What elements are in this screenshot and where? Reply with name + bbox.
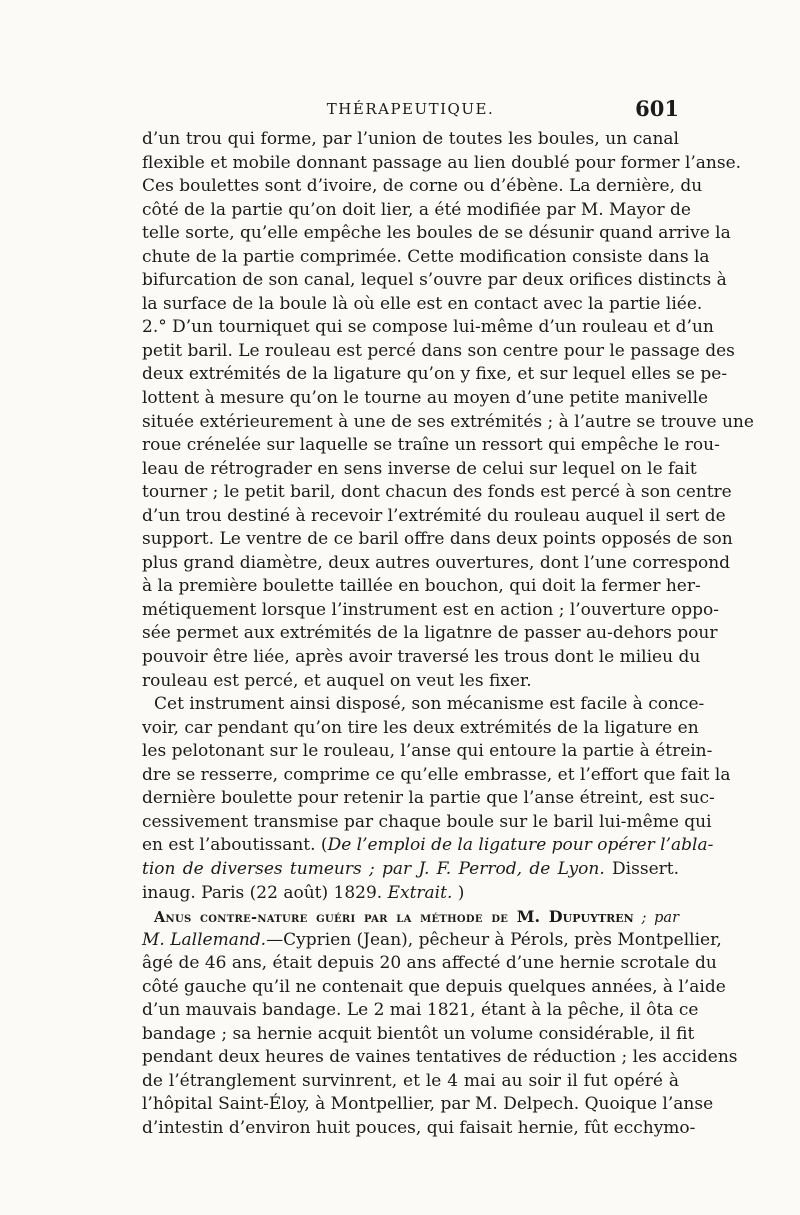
text-line: pendant deux heures de vaines tentatives de réduction ; les accidens <box>142 1047 738 1068</box>
text-line: cessivement transmise par chaque boule sur le baril lui-même qui <box>142 811 712 832</box>
text-line: plus grand diamètre, deux autres ouvertures, dont l’une correspond <box>142 552 731 573</box>
body-text <box>142 128 754 1141</box>
text-line: 2.° D’un tourniquet qui se compose lui-même d’un rouleau et d’un <box>142 317 714 338</box>
text-line: voir, car pendant qu’on tire les deux extrémités de la ligature en <box>142 717 699 738</box>
text-line: dre se resserre, comprime ce qu’elle embrasse, et l’effort que fait la <box>142 764 731 785</box>
text-line: sée permet aux extrémités de la ligatnre de passer au-dehors pour <box>142 623 718 644</box>
text-line: Cet instrument ainsi disposé, son mécanisme est facile à conce- <box>154 694 705 715</box>
text-line: Ces boulettes sont d’ivoire, de corne ou d’ébène. La dernière, du <box>142 176 703 197</box>
text-segment: Dissert. <box>604 858 679 879</box>
text-line: d’un trou qui forme, par l’union de toutes les boules, un canal <box>142 129 679 149</box>
text-line: d’intestin d’environ huit pouces, qui faisait hernie, fût ecchymo- <box>142 1117 696 1138</box>
text-line: métiquement lorsque l’instrument est en action ; l’ouverture oppo- <box>142 599 719 620</box>
extrait-label: Extrait. <box>387 882 453 903</box>
text-line: dernière boulette pour retenir la partie que l’anse étreint, est suc- <box>142 788 715 809</box>
text-segment: ; par <box>633 910 679 927</box>
text-line: tourner ; le petit baril, dont chacun des fonds est percé à son centre <box>142 482 732 503</box>
text-segment: inaug. Paris (22 août) 1829. <box>142 882 388 903</box>
text-line: l’hôpital Saint-Éloy, à Montpellier, par M. Delpech. Quoique l’anse <box>142 1094 714 1115</box>
citation-title: tion de diverses tumeurs ; par J. F. Perrod, de Lyon. <box>142 858 605 879</box>
text-line: pouvoir être liée, après avoir traversé les trous dont le milieu du <box>142 647 701 668</box>
text-line: d’un mauvais bandage. Le 2 mai 1821, étant à la pêche, il ôta ce <box>142 1000 699 1021</box>
running-head <box>142 96 679 124</box>
text-line: telle sorte, qu’elle empêche les boules de se désunir quand arrive la <box>142 223 731 244</box>
text-segment: —Cyprien (Jean), pêcheur à Pérols, près Montpellier, <box>266 929 722 950</box>
text-line: la surface de la boule là où elle est en contact avec la partie liée. <box>142 293 703 314</box>
text-line: située extérieurement à une de ses extrémités ; à l’autre se trouve une <box>142 411 754 432</box>
text-line: lottent à mesure qu’on le tourne au moyen d’une petite manivelle <box>142 388 709 409</box>
text-line: roue crénelée sur laquelle se traîne un ressort qui empêche le rou- <box>142 435 720 456</box>
text-line: les pelotonant sur le rouleau, l’anse qui entoure la partie à étrein- <box>142 741 713 762</box>
text-line: support. Le ventre de ce baril offre dans deux points opposés de son <box>142 529 733 550</box>
text-segment: ) <box>452 882 465 903</box>
text-line: leau de rétrograder en sens inverse de celui sur lequel on le fait <box>142 458 697 479</box>
text-line <box>142 834 714 858</box>
text-line: côté de la partie qu’on doit lier, a été modifiée par M. Mayor de <box>142 199 691 220</box>
text-line <box>142 929 722 953</box>
text-line: bifurcation de son canal, lequel s’ouvre par deux orifices distincts à <box>142 270 727 291</box>
author-name: M. Dupuytren <box>516 907 634 927</box>
text-line: d’un trou destiné à recevoir l’extrémité du rouleau auquel il sert de <box>142 505 726 526</box>
author-name: M. Lallemand. <box>142 929 267 950</box>
running-title: THÉRAPEUTIQUE. <box>326 100 495 118</box>
text-line: flexible et mobile donnant passage au lien doublé pour former l’anse. <box>142 152 742 173</box>
text-segment: en est l’aboutissant. ( <box>142 835 328 856</box>
section-heading <box>142 905 679 929</box>
text-line: petit baril. Le rouleau est percé dans son centre pour le passage des <box>142 340 735 361</box>
text-line: côté gauche qu’il ne contenait que depuis quelques années, à l’aide <box>142 976 726 997</box>
page-number: 601 <box>635 96 679 121</box>
text-line <box>142 882 679 906</box>
text-line: à la première boulette taillée en bouchon, qui doit la fermer her- <box>142 576 701 597</box>
text-line: deux extrémités de la ligature qu’on y fixe, et sur lequel elles se pe- <box>142 364 728 385</box>
text-line: chute de la partie comprimée. Cette modification consiste dans la <box>142 246 710 267</box>
section-title: Anus contre-nature guéri par la méthode de <box>154 909 517 927</box>
citation-title: De l’emploi de la ligature pour opérer l’abla- <box>327 835 714 856</box>
text-line: rouleau est percé, et auquel on veut les fixer. <box>142 670 532 691</box>
text-line <box>142 858 679 882</box>
text-line: bandage ; sa hernie acquit bientôt un volume considérable, il fit <box>142 1023 695 1044</box>
text-line: âgé de 46 ans, était depuis 20 ans affecté d’une hernie scrotale du <box>142 953 717 974</box>
text-line: de l’étranglement survinrent, et le 4 mai au soir il fut opéré à <box>142 1070 679 1091</box>
